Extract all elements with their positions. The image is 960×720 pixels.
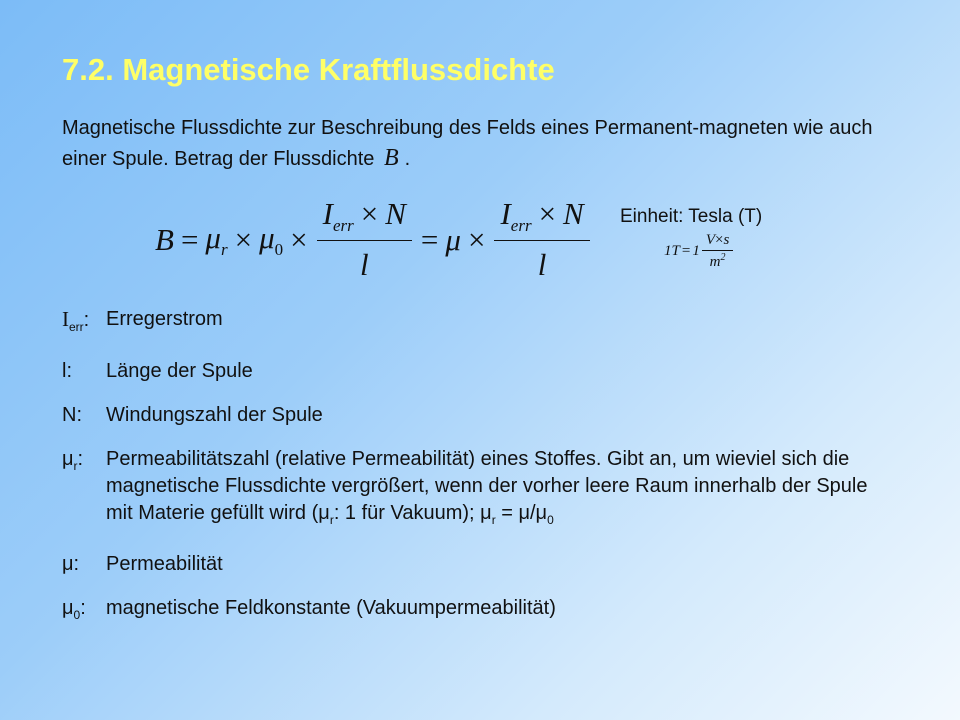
fraction-1-denominator: l [359, 247, 369, 283]
unit-label: Einheit: Tesla (T) [620, 206, 763, 227]
tesla-unit-formula [664, 232, 735, 271]
description-mu-0: magnetische Feldkonstante (Vakuumpermeabilität) [106, 597, 556, 619]
flux-density-formula [155, 196, 592, 283]
intro-text: Magnetische Flussdichte zur Beschreibung des Felds eines Permanent-magneten wie auch einer Spule. Betrag der Flussdichte [62, 117, 873, 170]
formula-fraction-2 [494, 196, 589, 283]
description-mu-r: Permeabilitätszahl (relative Permeabilität) eines Stoffes. Gibt an, um wieviel sich die magnetische Flussdichte vergrößert, wenn der vorher leere Raum innerhalb der Spule mit Materie gefüllt wird ($\mu_r$: 1 für Vakuum); $\mu_r = \mu/\mu_0$ [106, 448, 868, 527]
formula-times-3: × [467, 221, 486, 257]
unit-fraction [702, 232, 733, 271]
unit-lhs: 1T [664, 243, 680, 259]
symbol-mu-r: $\mu_r$: [62, 448, 84, 473]
formula-eq-2: = [420, 221, 439, 257]
formula-times-2: × [290, 221, 308, 257]
intro-paragraph [62, 113, 882, 174]
symbol-i-err: $I_{err}$: [62, 307, 90, 334]
formula-fraction-1 [317, 196, 412, 283]
unit-numerator: V×s [702, 232, 733, 251]
description-l: Länge der Spule [106, 360, 253, 382]
symbol-mu: μ: [62, 553, 80, 575]
definition-mu-0 [62, 595, 892, 629]
formula-mu-r: $\mu_r$ [205, 219, 228, 259]
slide-title: 7.2. Magnetische Kraftflussdichte [62, 52, 555, 87]
intro-b-symbol: B [383, 145, 399, 171]
description-mu: Permeabilität [106, 553, 223, 575]
definition-n [62, 402, 892, 429]
definition-i-err [62, 306, 892, 341]
formula-mu-0: $\mu_0$ [259, 219, 284, 259]
unit-denominator: $m^2$ [709, 252, 726, 270]
unit-eq: = [681, 243, 691, 259]
formula-mu: μ [445, 221, 461, 257]
symbol-l: l: [62, 360, 72, 382]
formula-eq-1: = [180, 221, 199, 257]
description-i-err: Erregerstrom [106, 308, 223, 330]
definition-mu [62, 551, 892, 578]
definition-l [62, 358, 892, 385]
symbol-mu-0: $\mu_0$: [62, 597, 86, 622]
formula-lhs: B [155, 221, 174, 257]
fraction-1-numerator: $I_{err} \times N$ [317, 196, 412, 241]
symbol-n: N: [62, 404, 82, 426]
unit-one: 1 [692, 243, 700, 259]
formula-times-1: × [234, 221, 253, 257]
fraction-2-denominator: l [537, 247, 547, 283]
description-n: Windungszahl der Spule [106, 404, 323, 426]
fraction-2-numerator: $I_{err} \times N$ [494, 196, 589, 241]
definitions-list [62, 306, 892, 646]
definition-mu-r [62, 446, 892, 534]
intro-end: . [404, 148, 411, 170]
